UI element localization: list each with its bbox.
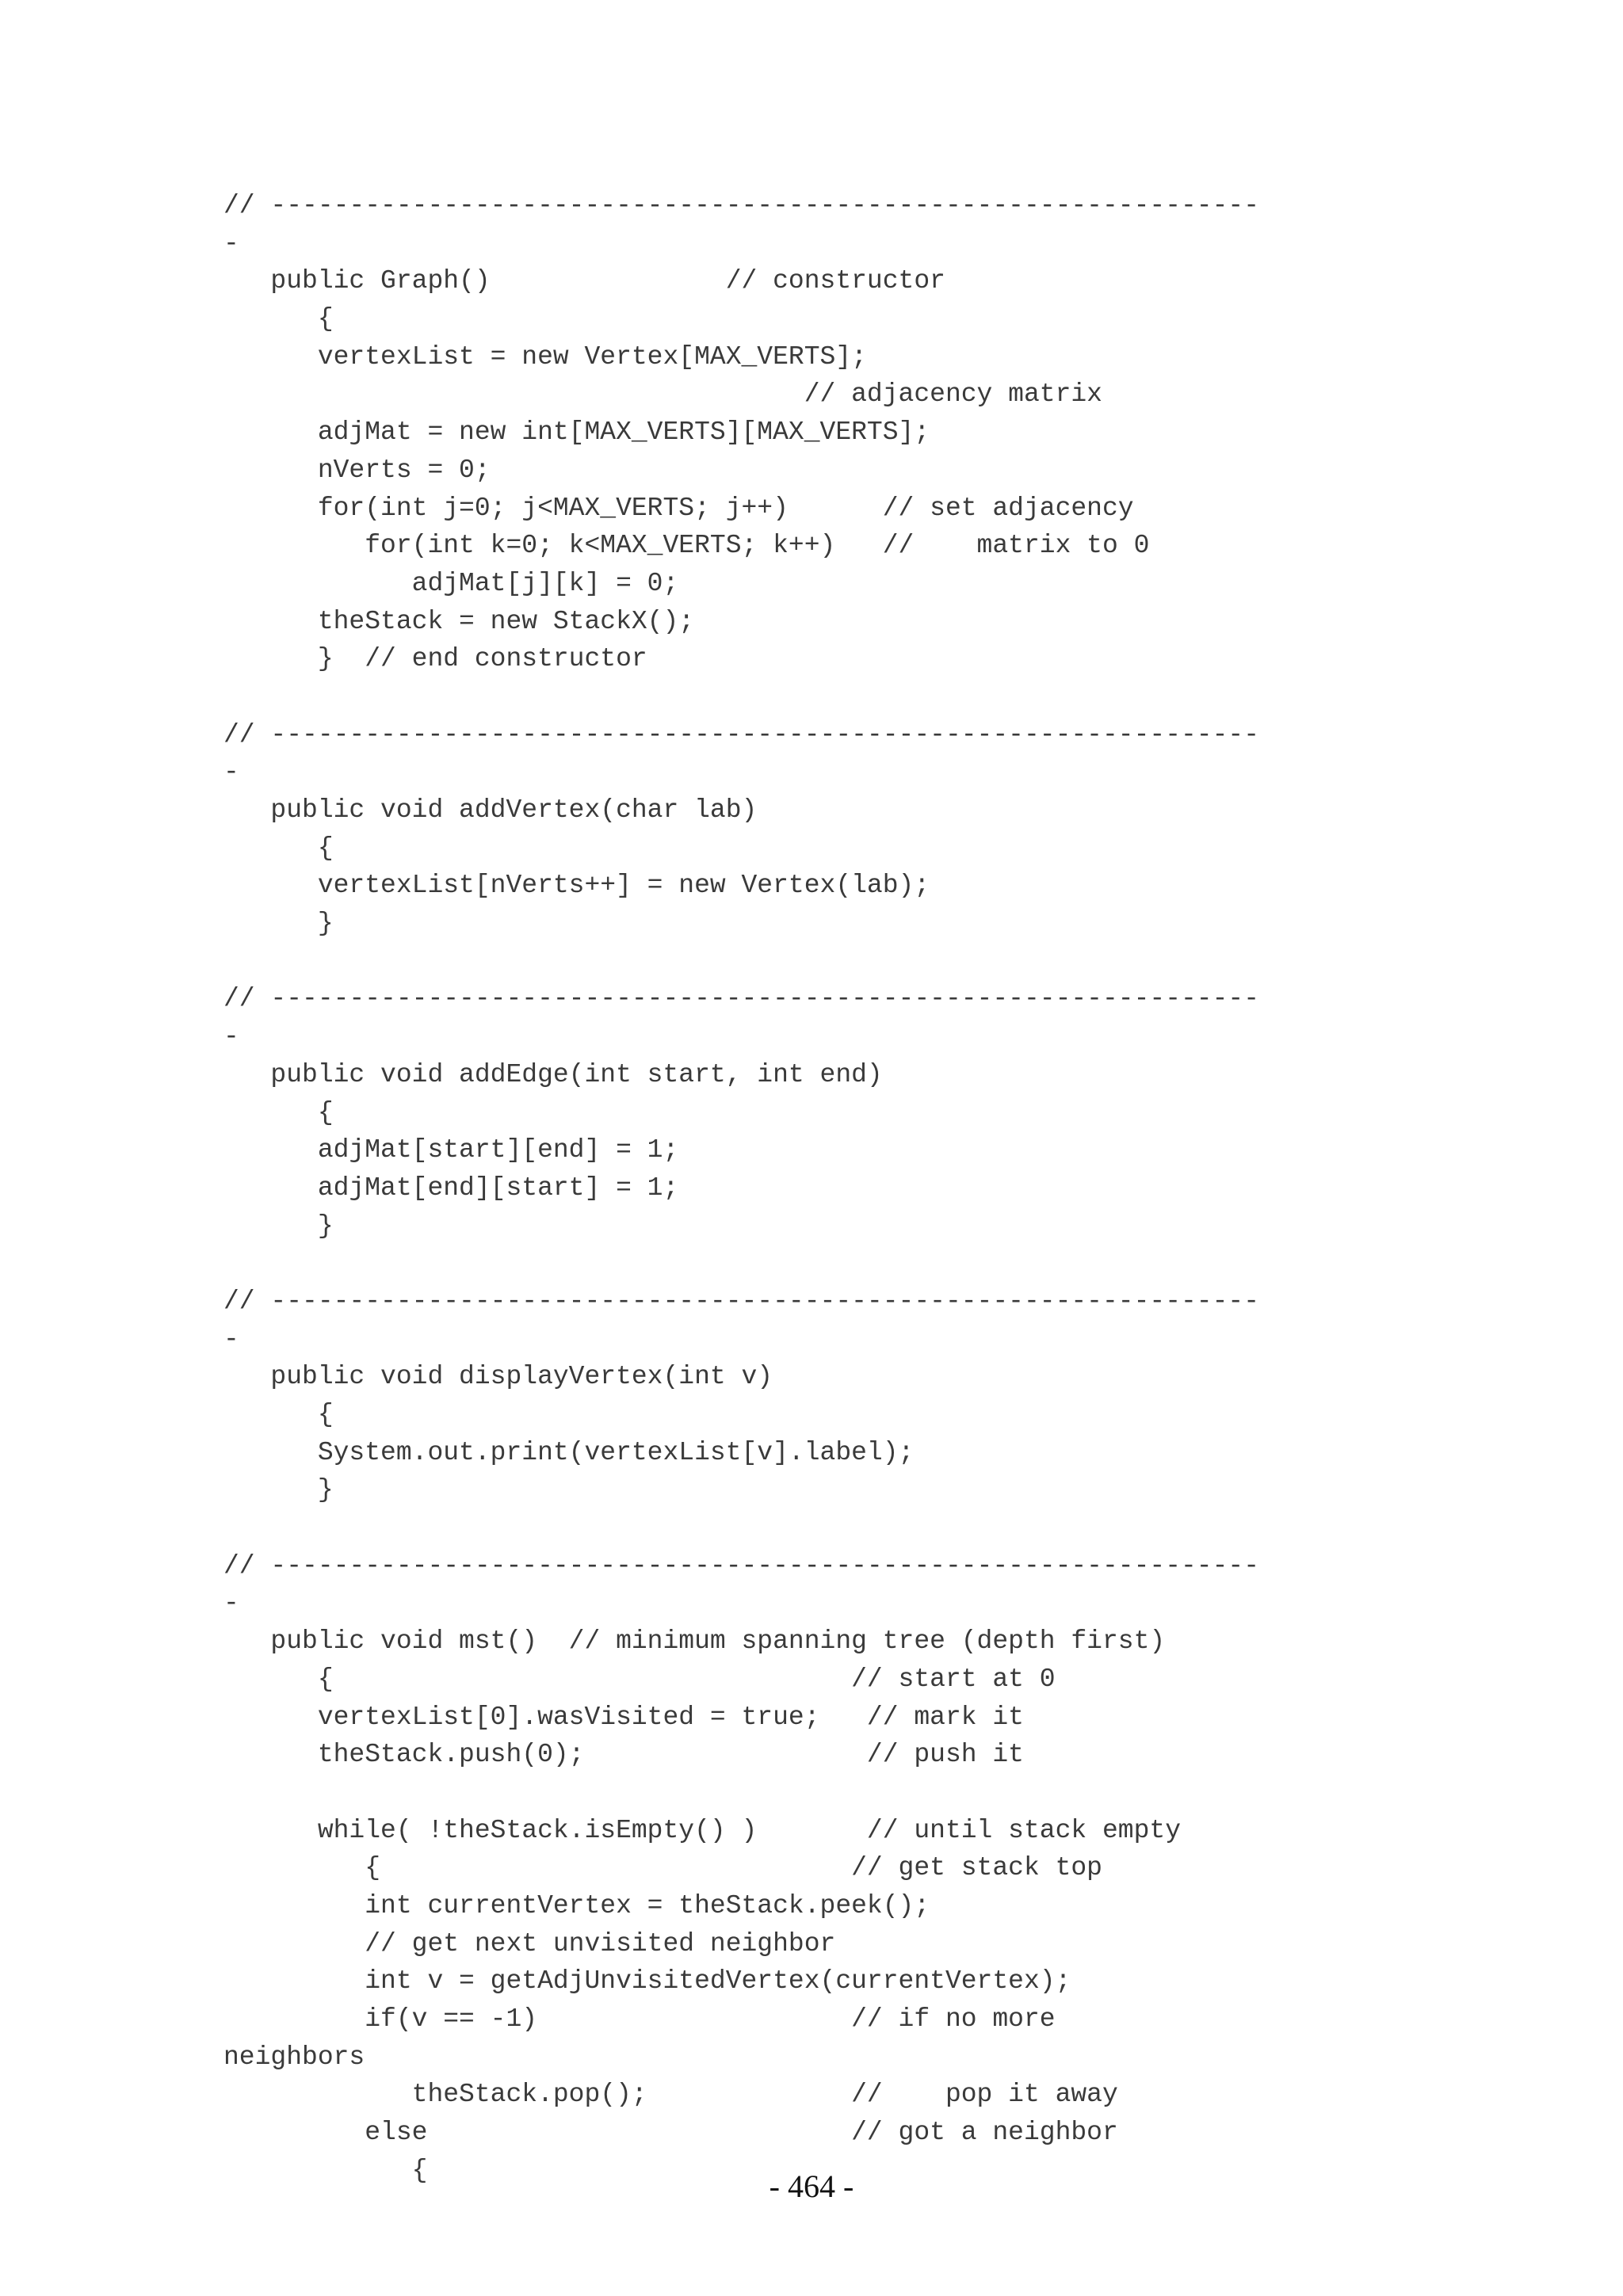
code-line: while( !theStack.isEmpty() ) // until stack empty: [223, 1815, 1181, 1845]
code-line: nVerts = 0;: [223, 455, 491, 485]
code-line: {: [223, 1097, 334, 1127]
code-line: adjMat[end][start] = 1;: [223, 1173, 679, 1203]
code-line: {: [223, 833, 334, 863]
code-line: for(int k=0; k<MAX_VERTS; k++) // matrix to 0: [223, 531, 1150, 561]
code-line: vertexList[0].wasVisited = true; // mark it: [223, 1702, 1024, 1732]
code-line: neighbors: [223, 2042, 365, 2072]
code-line: theStack.push(0); // push it: [223, 1740, 1024, 1770]
code-line: public void displayVertex(int v): [223, 1362, 773, 1392]
code-line: { // start at 0: [223, 1664, 1056, 1694]
code-line: int v = getAdjUnvisitedVertex(currentVertex);: [223, 1966, 1071, 1997]
code-line: // adjacency matrix: [223, 379, 1102, 410]
code-line: for(int j=0; j<MAX_VERTS; j++) // set adjacency: [223, 493, 1134, 523]
code-line: -: [223, 1324, 239, 1354]
code-line: -: [223, 1022, 239, 1052]
code-line: -: [223, 228, 239, 258]
page-number: - 464 -: [769, 2168, 854, 2204]
code-line: public void addEdge(int start, int end): [223, 1059, 883, 1089]
code-line: }: [223, 909, 334, 939]
code-line: // get next unvisited neighbor: [223, 1928, 836, 1958]
code-line: System.out.print(vertexList[v].label);: [223, 1437, 915, 1467]
code-line: {: [223, 2155, 428, 2185]
code-line: {: [223, 1400, 334, 1429]
code-line: // ---------------------------------------------------------------: [223, 984, 1260, 1014]
code-line: int currentVertex = theStack.peek();: [223, 1890, 930, 1920]
code-line: [223, 678, 1259, 716]
code-line: }: [223, 1475, 334, 1505]
code-line: [223, 1509, 1259, 1547]
code-line: theStack.pop(); // pop it away: [223, 2080, 1118, 2110]
code-line: vertexList[nVerts++] = new Vertex(lab);: [223, 871, 930, 901]
code-line: // ---------------------------------------------------------------: [223, 719, 1260, 749]
code-line: public Graph() // constructor: [223, 266, 945, 296]
code-line: [223, 1245, 1259, 1283]
code-line: // ---------------------------------------------------------------: [223, 1286, 1260, 1316]
code-line: public void mst() // minimum spanning tree (depth first): [223, 1627, 1166, 1657]
code-line: // ---------------------------------------------------------------: [223, 191, 1260, 220]
code-line: adjMat[start][end] = 1;: [223, 1135, 679, 1165]
code-line: adjMat = new int[MAX_VERTS][MAX_VERTS];: [223, 418, 930, 448]
code-line: -: [223, 757, 239, 788]
code-line: public void addVertex(char lab): [223, 795, 758, 825]
code-line: else // got a neighbor: [223, 2118, 1118, 2148]
code-line: }: [223, 1211, 334, 1241]
code-line: -: [223, 1589, 239, 1619]
code-line: // ---------------------------------------------------------------: [223, 1550, 1260, 1581]
code-line: } // end constructor: [223, 644, 647, 674]
code-line: vertexList = new Vertex[MAX_VERTS];: [223, 341, 867, 372]
code-line: [223, 943, 1259, 981]
code-line: adjMat[j][k] = 0;: [223, 568, 679, 598]
code-line: {: [223, 304, 334, 334]
code-listing: [223, 187, 1259, 2189]
code-line: { // get stack top: [223, 1853, 1102, 1883]
code-line: [223, 1774, 1259, 1812]
code-line: theStack = new StackX();: [223, 606, 695, 636]
code-line: if(v == -1) // if no more: [223, 2004, 1056, 2034]
